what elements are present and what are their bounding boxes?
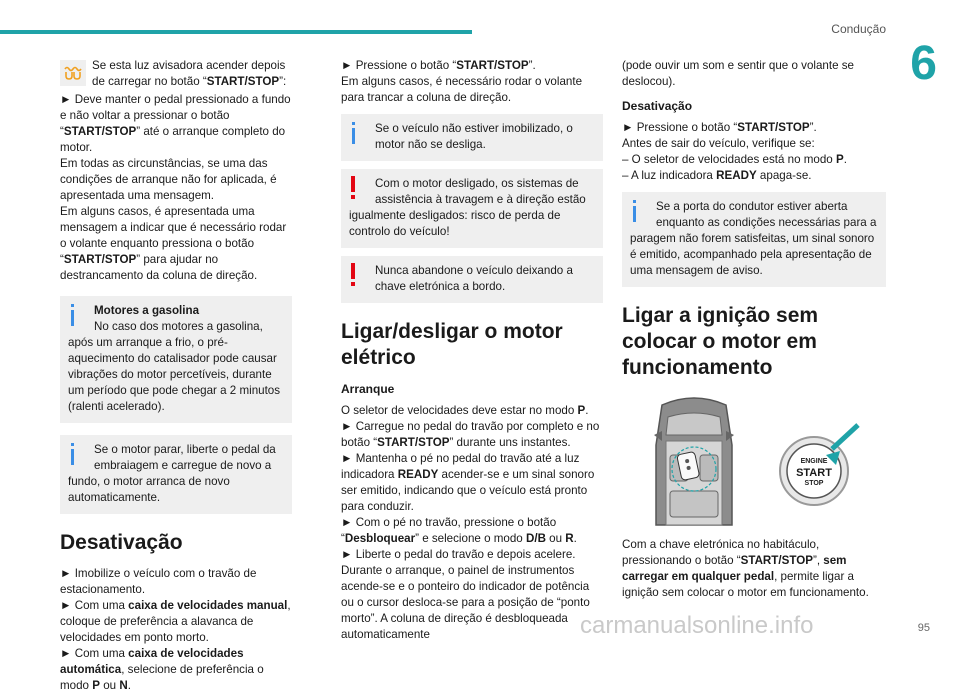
paragraph: ► Deve manter o pedal pressionado a fundo e não voltar a pressionar o botão “START/STOP” até o arranque completo do motor. [60, 93, 291, 154]
section-heading: Ligar/desligar o motor elétrico [341, 320, 563, 369]
info-icon [630, 199, 656, 231]
info-box-door [622, 192, 886, 287]
step: ► Com uma caixa de velocidades automática, selecione de preferência o modo P ou N. [60, 647, 264, 692]
step: ► Com uma caixa de velocidades manual, coloque de preferência a alavanca de velocidades em ponto morto. [60, 599, 291, 644]
column-1 [60, 58, 292, 694]
section-heading: Ligar a ignição sem colocar o motor em funcionamento [622, 304, 819, 379]
page-number: 95 [917, 622, 930, 634]
warning-icon [349, 176, 375, 208]
warning-box-key [341, 256, 603, 303]
watermark: carmanualsonline.info [580, 612, 814, 639]
section-heading: Desativação [60, 531, 183, 554]
warning-box-assist [341, 169, 603, 248]
info-icon [349, 121, 375, 153]
column-3 [622, 58, 886, 601]
list-item: – O seletor de velocidades está no modo P. [622, 153, 847, 166]
info-box-petrol [60, 296, 292, 423]
column-2 [341, 58, 603, 643]
info-box-text: Se a porta do condutor estiver aberta enquanto as condições necessárias para a paragem não forem satisfeitas, um sinal sonoro é emitido, acompanhado pela apresentação de uma mensagem de aviso. [630, 200, 877, 277]
warning-box-text: Com o motor desligado, os sistemas de assistência à travagem e à direção estão igualmente desligados: risco de perda de controlo do veículo! [349, 177, 586, 238]
step: ► Com o pé no travão, pressione o botão “Desbloquear” e selecione o modo D/B ou R. [341, 516, 577, 545]
step: ► Pressione o botão “START/STOP”. [622, 121, 817, 134]
info-box-text: Se o motor parar, liberte o pedal da embraiagem e carregue de novo a fundo, o motor arranca de novo automaticamente. [68, 443, 276, 504]
info-box-title: Motores a gasolina [94, 304, 200, 317]
step: ► Imobilize o veículo com o travão de estacionamento. [60, 567, 257, 596]
step: ► Liberte o pedal do travão e depois acelere. [341, 548, 576, 561]
info-box-stall [60, 435, 292, 514]
paragraph: Em todas as circunstâncias, se uma das condições de arranque não for aplicada, é apresentada uma mensagem. [60, 157, 277, 202]
warning-box-text: Nunca abandone o veículo deixando a chave eletrónica a bordo. [375, 264, 573, 293]
engine-start-stop-button-label: ENGINE START STOP [796, 458, 832, 487]
header-accent-bar [0, 30, 472, 34]
paragraph: Antes de sair do veículo, verifique se: [622, 137, 815, 150]
list-item: – A luz indicadora READY apaga-se. [622, 169, 812, 182]
step: ► Carregue no pedal do travão por completo e no botão “START/STOP” durante uns instantes. [341, 420, 600, 449]
glow-plug-icon [60, 60, 86, 86]
paragraph: Em alguns casos, é necessário rodar o volante para trancar a coluna de direção. [341, 75, 583, 104]
illustration [622, 391, 886, 531]
sub-heading: Desativação [622, 99, 693, 113]
info-box-immobilized [341, 114, 603, 161]
paragraph: Em alguns casos, é apresentada uma mensagem a indicar que é necessário rodar o volante enquanto pressiona o botão “START/STOP” para ajudar no destrancamento da coluna de direção. [60, 205, 287, 282]
step: ► Mantenha o pé no pedal do travão até a luz indicadora READY acender-se e um sinal sonoro ser emitido, indicando que o veículo está pronto para conduzir. [341, 452, 595, 513]
info-icon [68, 303, 94, 335]
lamp-note [60, 58, 292, 92]
chapter-number: 6 [910, 37, 937, 90]
paragraph: O seletor de velocidades deve estar no modo P. [341, 404, 589, 417]
paragraph: Durante o arranque, o painel de instrumentos acende-se e o ponteiro do indicador de potência ou o cursor desloca-se para a posição de “ponto morto”. A coluna de direção é desbloqueada automaticamente [341, 564, 590, 641]
car-top-view-illustration [644, 395, 744, 533]
warning-icon [349, 263, 375, 295]
paragraph: (pode ouvir um som e sentir que o volante se deslocou). [622, 59, 854, 88]
step: ► Pressione o botão “START/STOP”. [341, 59, 536, 72]
sub-heading: Arranque [341, 382, 395, 396]
info-box-text: Se o veículo não estiver imobilizado, o motor não se desliga. [375, 122, 573, 151]
info-box-text: No caso dos motores a gasolina, após um arranque a frio, o pré-aquecimento do catalisador pode causar vibrações do motor percetíveis, durante um período que pode chegar a 2 minutos (ralenti acelerado). [68, 320, 281, 413]
paragraph: Com a chave eletrónica no habitáculo, pressionando o botão “START/STOP”, sem carregar em qualquer pedal, permite ligar a ignição sem colocar o motor em funcionamento. [622, 538, 869, 599]
info-icon [68, 442, 94, 474]
lamp-note-text: Se esta luz avisadora acender depois de carregar no botão “START/STOP”: [92, 59, 287, 88]
section-title: Condução [831, 22, 886, 36]
